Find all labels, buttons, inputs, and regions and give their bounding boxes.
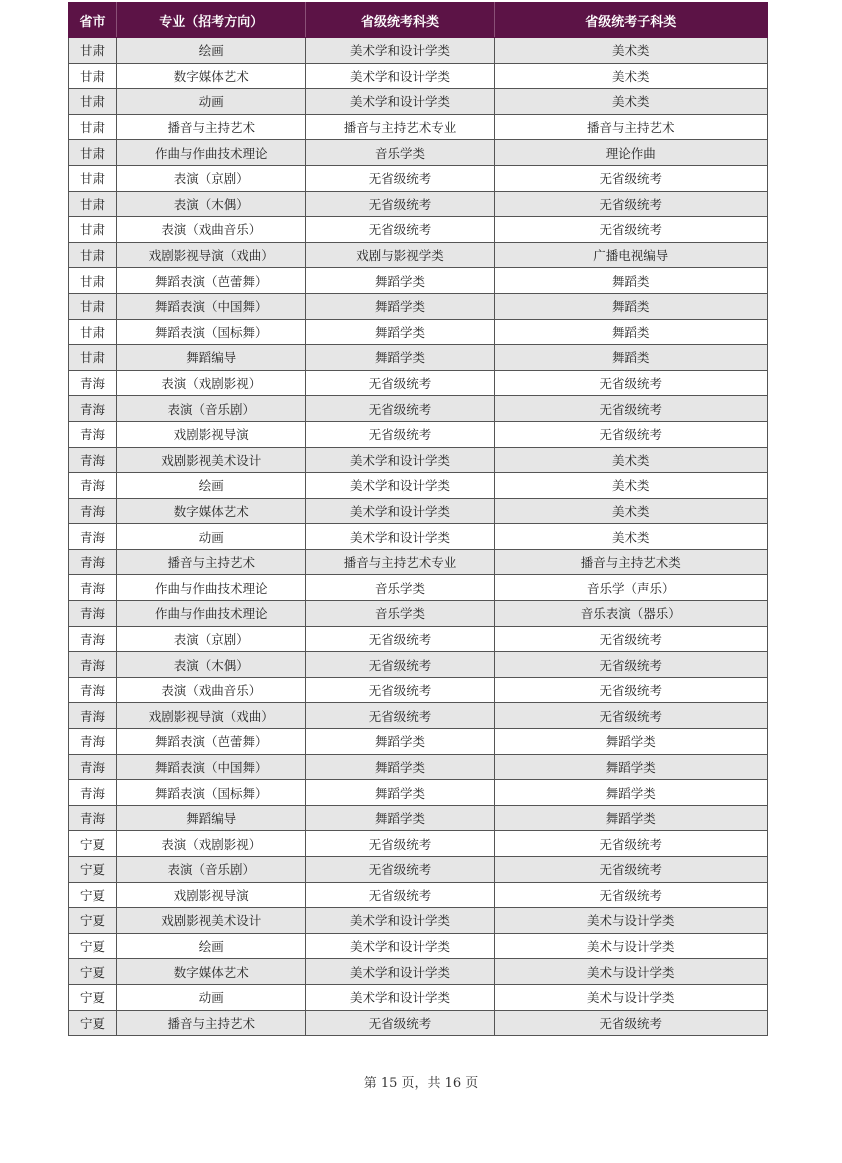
table-row (69, 857, 768, 883)
province-cell: 宁夏 (69, 984, 117, 1010)
exam-subcategory-cell: 音乐学（声乐） (494, 575, 767, 601)
header-exam-subcategory: 省级统考子科类 (494, 3, 767, 38)
exam-subcategory-cell: 舞蹈学类 (494, 805, 767, 831)
province-cell: 青海 (69, 473, 117, 499)
exam-subcategory-cell: 美术类 (494, 498, 767, 524)
province-cell: 甘肃 (69, 345, 117, 371)
province-cell: 甘肃 (69, 217, 117, 243)
exam-category-cell: 美术学和设计学类 (306, 959, 494, 985)
exam-category-cell: 音乐学类 (306, 140, 494, 166)
exam-subcategory-cell: 美术类 (494, 89, 767, 115)
major-cell: 表演（戏剧影视） (117, 831, 306, 857)
exam-category-cell: 播音与主持艺术专业 (306, 549, 494, 575)
table-row (69, 293, 768, 319)
table-row (69, 524, 768, 550)
province-cell: 宁夏 (69, 959, 117, 985)
major-cell: 作曲与作曲技术理论 (117, 601, 306, 627)
table-row (69, 831, 768, 857)
major-cell: 表演（音乐剧） (117, 396, 306, 422)
exam-subcategory-cell: 美术类 (494, 38, 767, 64)
exam-category-cell: 无省级统考 (306, 831, 494, 857)
exam-subcategory-cell: 无省级统考 (494, 165, 767, 191)
table-row (69, 933, 768, 959)
major-cell: 数字媒体艺术 (117, 959, 306, 985)
exam-category-cell: 音乐学类 (306, 601, 494, 627)
exam-category-cell: 舞蹈学类 (306, 754, 494, 780)
major-cell: 舞蹈表演（中国舞） (117, 293, 306, 319)
major-cell: 表演（木偶） (117, 191, 306, 217)
major-cell: 戏剧影视导演 (117, 421, 306, 447)
table-row (69, 882, 768, 908)
province-cell: 宁夏 (69, 831, 117, 857)
exam-category-cell: 美术学和设计学类 (306, 447, 494, 473)
major-cell: 动画 (117, 984, 306, 1010)
major-cell: 数字媒体艺术 (117, 63, 306, 89)
major-cell: 表演（音乐剧） (117, 857, 306, 883)
exam-subcategory-cell: 美术与设计学类 (494, 984, 767, 1010)
province-cell: 宁夏 (69, 882, 117, 908)
page-number: 第 15 页，共 16 页 (363, 1076, 479, 1091)
province-cell: 青海 (69, 447, 117, 473)
province-cell: 甘肃 (69, 293, 117, 319)
major-cell: 舞蹈表演（国标舞） (117, 780, 306, 806)
table-row (69, 38, 768, 64)
table-row (69, 959, 768, 985)
province-cell: 青海 (69, 370, 117, 396)
exam-category-cell: 舞蹈学类 (306, 268, 494, 294)
province-cell: 宁夏 (69, 908, 117, 934)
exam-category-cell: 无省级统考 (306, 421, 494, 447)
table-row (69, 908, 768, 934)
exam-category-cell: 无省级统考 (306, 677, 494, 703)
table-row (69, 396, 768, 422)
table-row (69, 575, 768, 601)
province-cell: 青海 (69, 396, 117, 422)
exam-category-cell: 美术学和设计学类 (306, 63, 494, 89)
exam-subcategory-cell: 播音与主持艺术类 (494, 549, 767, 575)
exam-category-cell: 美术学和设计学类 (306, 984, 494, 1010)
exam-subcategory-cell: 无省级统考 (494, 421, 767, 447)
major-cell: 表演（戏曲音乐） (117, 677, 306, 703)
exam-subcategory-cell: 无省级统考 (494, 652, 767, 678)
exam-category-cell: 舞蹈学类 (306, 729, 494, 755)
exam-category-cell: 无省级统考 (306, 857, 494, 883)
province-cell: 青海 (69, 729, 117, 755)
table-row (69, 677, 768, 703)
major-cell: 舞蹈编导 (117, 805, 306, 831)
major-cell: 戏剧影视导演（戏曲） (117, 703, 306, 729)
exam-category-cell: 美术学和设计学类 (306, 908, 494, 934)
exam-subcategory-cell: 舞蹈类 (494, 268, 767, 294)
table-row (69, 984, 768, 1010)
exam-category-cell: 播音与主持艺术专业 (306, 114, 494, 140)
exam-subcategory-cell: 理论作曲 (494, 140, 767, 166)
exam-category-cell: 美术学和设计学类 (306, 89, 494, 115)
major-cell: 作曲与作曲技术理论 (117, 140, 306, 166)
exam-subcategory-cell: 广播电视编导 (494, 242, 767, 268)
exam-category-cell: 美术学和设计学类 (306, 524, 494, 550)
exam-category-cell: 无省级统考 (306, 165, 494, 191)
exam-subcategory-cell: 音乐表演（器乐） (494, 601, 767, 627)
province-cell: 青海 (69, 626, 117, 652)
exam-subcategory-cell: 无省级统考 (494, 677, 767, 703)
exam-category-cell: 无省级统考 (306, 191, 494, 217)
exam-category-cell: 音乐学类 (306, 575, 494, 601)
exam-category-cell: 美术学和设计学类 (306, 498, 494, 524)
exam-category-cell: 无省级统考 (306, 703, 494, 729)
province-cell: 宁夏 (69, 1010, 117, 1036)
exam-category-cell: 舞蹈学类 (306, 345, 494, 371)
major-cell: 数字媒体艺术 (117, 498, 306, 524)
province-cell: 甘肃 (69, 38, 117, 64)
province-cell: 青海 (69, 805, 117, 831)
exam-subcategory-cell: 舞蹈类 (494, 319, 767, 345)
province-cell: 青海 (69, 677, 117, 703)
province-cell: 青海 (69, 652, 117, 678)
table-row (69, 549, 768, 575)
header-province: 省市 (69, 3, 117, 38)
major-cell: 表演（木偶） (117, 652, 306, 678)
table-row (69, 217, 768, 243)
table-row (69, 140, 768, 166)
exam-subcategory-cell: 无省级统考 (494, 217, 767, 243)
exam-subcategory-cell: 美术类 (494, 447, 767, 473)
province-cell: 青海 (69, 549, 117, 575)
exam-category-cell: 美术学和设计学类 (306, 473, 494, 499)
table-row (69, 191, 768, 217)
table-row (69, 370, 768, 396)
major-cell: 戏剧影视导演 (117, 882, 306, 908)
province-cell: 青海 (69, 524, 117, 550)
province-cell: 青海 (69, 421, 117, 447)
exam-category-cell: 无省级统考 (306, 882, 494, 908)
table-row (69, 703, 768, 729)
exam-subcategory-cell: 无省级统考 (494, 396, 767, 422)
table-row (69, 345, 768, 371)
province-cell: 青海 (69, 754, 117, 780)
exam-category-cell: 戏剧与影视学类 (306, 242, 494, 268)
table-row (69, 1010, 768, 1036)
exam-subcategory-cell: 美术与设计学类 (494, 933, 767, 959)
exam-subcategory-cell: 无省级统考 (494, 626, 767, 652)
province-cell: 宁夏 (69, 857, 117, 883)
province-cell: 甘肃 (69, 63, 117, 89)
major-cell: 绘画 (117, 933, 306, 959)
province-cell: 青海 (69, 498, 117, 524)
table-row (69, 754, 768, 780)
province-cell: 青海 (69, 575, 117, 601)
major-cell: 动画 (117, 524, 306, 550)
major-cell: 舞蹈表演（国标舞） (117, 319, 306, 345)
exam-category-cell: 无省级统考 (306, 626, 494, 652)
exam-subcategory-cell: 舞蹈学类 (494, 780, 767, 806)
province-cell: 青海 (69, 601, 117, 627)
table-row (69, 63, 768, 89)
province-cell: 甘肃 (69, 268, 117, 294)
table-row (69, 89, 768, 115)
header-major: 专业（招考方向） (117, 3, 306, 38)
major-cell: 舞蹈编导 (117, 345, 306, 371)
table-row (69, 319, 768, 345)
province-cell: 甘肃 (69, 165, 117, 191)
exam-subcategory-cell: 无省级统考 (494, 703, 767, 729)
table-row (69, 114, 768, 140)
province-cell: 宁夏 (69, 933, 117, 959)
exam-category-cell: 无省级统考 (306, 652, 494, 678)
exam-subcategory-cell: 无省级统考 (494, 370, 767, 396)
exam-category-cell: 无省级统考 (306, 217, 494, 243)
exam-subcategory-cell: 播音与主持艺术 (494, 114, 767, 140)
province-cell: 甘肃 (69, 114, 117, 140)
table-row (69, 165, 768, 191)
province-cell: 甘肃 (69, 89, 117, 115)
exam-subcategory-cell: 无省级统考 (494, 857, 767, 883)
major-cell: 表演（戏剧影视） (117, 370, 306, 396)
exam-category-cell: 舞蹈学类 (306, 319, 494, 345)
major-cell: 戏剧影视美术设计 (117, 908, 306, 934)
province-cell: 甘肃 (69, 242, 117, 268)
province-cell: 青海 (69, 780, 117, 806)
exam-category-cell: 无省级统考 (306, 1010, 494, 1036)
major-cell: 表演（戏曲音乐） (117, 217, 306, 243)
table-row (69, 268, 768, 294)
major-cell: 绘画 (117, 473, 306, 499)
exam-category-cell: 舞蹈学类 (306, 805, 494, 831)
province-cell: 甘肃 (69, 140, 117, 166)
table-row (69, 421, 768, 447)
exam-subcategory-cell: 美术类 (494, 524, 767, 550)
exam-category-cell: 无省级统考 (306, 396, 494, 422)
major-cell: 表演（京剧） (117, 165, 306, 191)
exam-subcategory-cell: 美术与设计学类 (494, 959, 767, 985)
major-cell: 作曲与作曲技术理论 (117, 575, 306, 601)
table-row (69, 242, 768, 268)
exam-subcategory-cell: 美术与设计学类 (494, 908, 767, 934)
table-header-row (69, 3, 768, 38)
major-cell: 绘画 (117, 38, 306, 64)
major-cell: 表演（京剧） (117, 626, 306, 652)
major-cell: 舞蹈表演（芭蕾舞） (117, 729, 306, 755)
province-cell: 甘肃 (69, 319, 117, 345)
province-cell: 甘肃 (69, 191, 117, 217)
exam-subcategory-cell: 无省级统考 (494, 831, 767, 857)
exam-subcategory-cell: 舞蹈学类 (494, 729, 767, 755)
exam-category-cell: 美术学和设计学类 (306, 38, 494, 64)
table-row (69, 447, 768, 473)
exam-category-cell: 无省级统考 (306, 370, 494, 396)
table-row (69, 729, 768, 755)
major-cell: 舞蹈表演（中国舞） (117, 754, 306, 780)
exam-subcategory-cell: 美术类 (494, 473, 767, 499)
major-cell: 戏剧影视美术设计 (117, 447, 306, 473)
exam-subcategory-cell: 无省级统考 (494, 191, 767, 217)
admission-table (68, 2, 768, 1036)
table-row (69, 473, 768, 499)
major-cell: 播音与主持艺术 (117, 1010, 306, 1036)
major-cell: 戏剧影视导演（戏曲） (117, 242, 306, 268)
exam-category-cell: 美术学和设计学类 (306, 933, 494, 959)
exam-subcategory-cell: 无省级统考 (494, 1010, 767, 1036)
exam-subcategory-cell: 无省级统考 (494, 882, 767, 908)
major-cell: 舞蹈表演（芭蕾舞） (117, 268, 306, 294)
table-row (69, 652, 768, 678)
province-cell: 青海 (69, 703, 117, 729)
exam-category-cell: 舞蹈学类 (306, 780, 494, 806)
major-cell: 播音与主持艺术 (117, 549, 306, 575)
table-row (69, 498, 768, 524)
major-cell: 播音与主持艺术 (117, 114, 306, 140)
table-row (69, 780, 768, 806)
exam-subcategory-cell: 舞蹈学类 (494, 754, 767, 780)
exam-subcategory-cell: 美术类 (494, 63, 767, 89)
table-body (69, 38, 768, 1036)
exam-subcategory-cell: 舞蹈类 (494, 345, 767, 371)
table-row (69, 601, 768, 627)
table-row (69, 805, 768, 831)
major-cell: 动画 (117, 89, 306, 115)
header-exam-category: 省级统考科类 (306, 3, 494, 38)
table-row (69, 626, 768, 652)
exam-category-cell: 舞蹈学类 (306, 293, 494, 319)
exam-subcategory-cell: 舞蹈类 (494, 293, 767, 319)
